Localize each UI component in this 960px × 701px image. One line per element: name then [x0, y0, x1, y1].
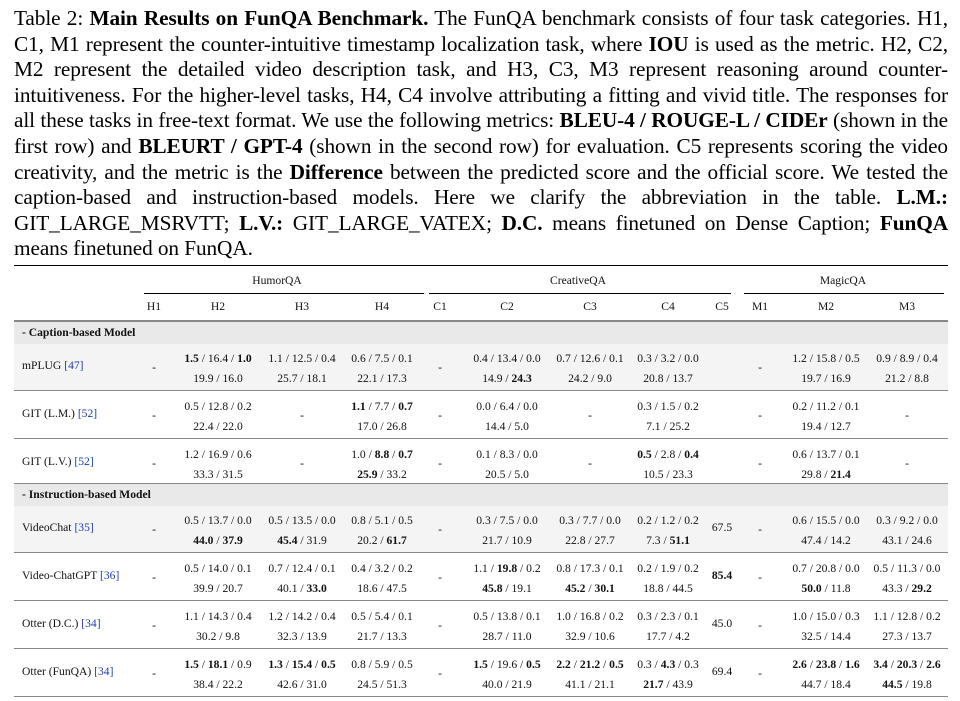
citation-link[interactable]: [52]: [74, 455, 94, 468]
row-rule: [14, 600, 948, 601]
cell-m2-row1: 1.0 / 15.0 / 0.3: [792, 610, 860, 623]
caption-bold-lv: L.V.:: [239, 210, 284, 235]
cell-c4-row1: 0.2 / 1.2 / 0.2: [637, 514, 699, 527]
cell-c3: -: [588, 457, 592, 470]
model-name: [22, 617, 101, 630]
cell-c4-row1: 0.3 / 4.3 / 0.3: [637, 658, 699, 671]
table-row: [14, 554, 948, 600]
citation-link[interactable]: [34]: [94, 665, 114, 678]
table-row: [14, 506, 948, 552]
cell-h3-row2: 45.4 / 31.9: [277, 534, 327, 547]
cell-c3-row2: 41.1 / 21.1: [565, 678, 615, 691]
caption-label: Table 2:: [14, 6, 84, 30]
cell-c4-row2: 7.3 / 51.1: [646, 534, 690, 547]
cell-h4-row1: 0.5 / 5.4 / 0.1: [351, 610, 413, 623]
column-header-h3: H3: [294, 300, 310, 313]
cell-h2-row1: 0.5 / 13.7 / 0.0: [184, 514, 252, 527]
cell-h2-row1: 1.2 / 16.9 / 0.6: [184, 448, 252, 461]
caption-text: The FunQA benchmark consists of four task categories. H1, C1, M1 represent the counter-intuitive timestamp localization task, where: [14, 6, 948, 56]
cell-c5: 45.0: [711, 617, 733, 630]
group-rule-magicqa: [744, 293, 944, 294]
cell-c2-row1: 0.1 / 8.3 / 0.0: [476, 448, 538, 461]
model-name: [22, 455, 94, 468]
cell-h3-row1: 1.3 / 15.4 / 0.5: [268, 658, 336, 671]
model-label: Otter (FunQA): [22, 665, 95, 678]
cell-c2-row2: 40.0 / 21.9: [482, 678, 532, 691]
cell-h2-row1: 1.1 / 14.3 / 0.4: [184, 610, 252, 623]
cell-m3-row2: 43.3 / 29.2: [882, 582, 932, 595]
cell-c2-row1: 1.1 / 19.8 / 0.2: [473, 562, 541, 575]
cell-c3-row2: 32.9 / 10.6: [565, 630, 615, 643]
column-header-m1: M1: [751, 300, 769, 313]
cell-c4-row1: 0.3 / 2.3 / 0.1: [637, 610, 699, 623]
cell-h2-row2: 19.9 / 16.0: [193, 372, 243, 385]
cell-m1: -: [758, 457, 762, 470]
cell-c2-row2: 45.8 / 19.1: [482, 582, 532, 595]
cell-c2-row1: 0.4 / 13.4 / 0.0: [473, 352, 541, 365]
cell-c1: -: [438, 571, 442, 584]
cell-m2-row1: 2.6 / 23.8 / 1.6: [792, 658, 860, 671]
cell-h1: -: [152, 409, 156, 422]
caption-bold-dc: D.C.: [501, 210, 543, 235]
cell-h4-row1: 1.0 / 8.8 / 0.7: [351, 448, 413, 461]
column-header-h4: H4: [374, 300, 390, 313]
cell-m2-row2: 29.8 / 21.4: [801, 468, 851, 481]
cell-h4-row1: 1.1 / 7.7 / 0.7: [351, 400, 413, 413]
model-name: [22, 407, 97, 420]
model-name: [22, 665, 113, 678]
cell-h3: -: [300, 457, 304, 470]
table-row: [14, 440, 948, 486]
caption-text: (shown in the second row) for evaluation. C5 represents scoring the video creativity, and the metric is the: [14, 133, 948, 184]
cell-m1: -: [758, 523, 762, 536]
cell-m3-row2: 43.1 / 24.6: [882, 534, 932, 547]
citation-link[interactable]: [36]: [100, 569, 120, 582]
model-label: mPLUG: [22, 359, 65, 372]
cell-m3-row1: 0.5 / 11.3 / 0.0: [873, 562, 941, 575]
cell-m2-row2: 47.4 / 14.2: [801, 534, 851, 547]
caption-text: means finetuned on FunQA.: [14, 236, 253, 261]
column-header-c1: C1: [433, 300, 447, 313]
cell-c1: -: [438, 361, 442, 374]
cell-h3-row2: 25.7 / 18.1: [277, 372, 327, 385]
table-row: [14, 650, 948, 696]
caption-text: (shown in the first row) and: [14, 108, 949, 158]
cell-c2-row1: 1.5 / 19.6 / 0.5: [473, 658, 541, 671]
caption-title: Main Results on FunQA Benchmark.: [89, 6, 429, 30]
cell-m3-row1: 1.1 / 12.8 / 0.2: [873, 610, 941, 623]
cell-h1: -: [152, 457, 156, 470]
cell-m3: -: [905, 457, 909, 470]
cell-h2-row1: 0.5 / 12.8 / 0.2: [184, 400, 252, 413]
cell-c2-row1: 0.0 / 6.4 / 0.0: [476, 400, 538, 413]
cell-c5: 67.5: [711, 521, 733, 534]
cell-h3: -: [300, 409, 304, 422]
section-rule: [14, 483, 948, 484]
cell-m3: -: [905, 409, 909, 422]
row-rule: [14, 552, 948, 553]
caption-bold-metrics2: BLEURT / GPT-4: [138, 133, 303, 158]
cell-c4-row2: 18.8 / 44.5: [643, 582, 693, 595]
group-header-humorqa: HumorQA: [252, 274, 302, 287]
caption-text: between the predicted score and the official score. We tested the caption-based and instruction-based models. Here we clarify the abbreviation in the table.: [14, 159, 948, 210]
row-rule: [14, 390, 948, 391]
cell-c1: -: [438, 457, 442, 470]
column-header-h2: H2: [210, 300, 226, 313]
section-header: - Caption-based Model: [14, 321, 948, 344]
cell-c2-row2: 28.7 / 11.0: [482, 630, 532, 643]
section-header: - Instruction-based Model: [14, 483, 948, 506]
cell-c4-row2: 7.1 / 25.2: [646, 420, 690, 433]
column-header-c5: C5: [715, 300, 729, 313]
cell-c3-row1: 0.7 / 12.6 / 0.1: [556, 352, 624, 365]
cell-m2-row1: 0.6 / 13.7 / 0.1: [792, 448, 860, 461]
table-row: [14, 392, 948, 438]
model-name: [22, 569, 119, 582]
cell-c3: -: [588, 409, 592, 422]
cell-m1: -: [758, 619, 762, 632]
cell-h2-row1: 1.5 / 16.4 / 1.0: [184, 352, 252, 365]
caption-bold-metrics1: BLEU-4 / ROUGE-L / CIDEr: [559, 108, 828, 133]
row-rule: [14, 648, 948, 649]
cell-m1: -: [758, 361, 762, 374]
cell-c2-row1: 0.5 / 13.8 / 0.1: [473, 610, 541, 623]
cell-c3-row2: 45.2 / 30.1: [565, 582, 615, 595]
cell-c1: -: [438, 523, 442, 536]
table-caption: [14, 6, 948, 262]
cell-h1: -: [152, 571, 156, 584]
cell-c4-row1: 0.5 / 2.8 / 0.4: [637, 448, 699, 461]
cell-m3-row1: 0.3 / 9.2 / 0.0: [876, 514, 938, 527]
cell-m3-row2: 27.3 / 13.7: [882, 630, 932, 643]
cell-c5: 69.4: [711, 665, 733, 678]
cell-c3-row2: 22.8 / 27.7: [565, 534, 615, 547]
citation-link[interactable]: [52]: [77, 407, 98, 420]
caption-bold-difference: Difference: [289, 159, 383, 184]
cell-h1: -: [152, 619, 156, 632]
cell-m1: -: [758, 571, 762, 584]
cell-h3-row2: 42.6 / 31.0: [277, 678, 327, 691]
cell-c3-row2: 24.2 / 9.0: [568, 372, 612, 385]
cell-h3-row1: 1.1 / 12.5 / 0.4: [268, 352, 336, 365]
cell-h3-row1: 0.5 / 13.5 / 0.0: [268, 514, 336, 527]
cell-m3-row2: 44.5 / 19.8: [882, 678, 932, 691]
table-row: [14, 602, 948, 648]
cell-h1: -: [152, 361, 156, 374]
column-header-c2: C2: [500, 300, 514, 313]
cell-c2-row2: 21.7 / 10.9: [482, 534, 532, 547]
caption-text: means finetuned on Dense Caption;: [552, 210, 871, 235]
cell-h2-row2: 30.2 / 9.8: [196, 630, 240, 643]
cell-c4-row2: 17.7 / 4.2: [646, 630, 690, 643]
cell-m2-row1: 0.6 / 15.5 / 0.0: [792, 514, 860, 527]
cell-h4-row1: 0.8 / 5.9 / 0.5: [351, 658, 413, 671]
cell-c1: -: [438, 409, 442, 422]
cell-m1: -: [758, 667, 762, 680]
citation-link[interactable]: [34]: [81, 617, 101, 630]
column-header-c4: C4: [661, 300, 675, 313]
cell-h4-row2: 21.7 / 13.3: [357, 630, 407, 643]
cell-c4-row1: 0.3 / 3.2 / 0.0: [637, 352, 699, 365]
cell-c1: -: [438, 619, 442, 632]
cell-h3-row2: 40.1 / 33.0: [277, 582, 327, 595]
cell-h1: -: [152, 667, 156, 680]
cell-m2-row2: 32.5 / 14.4: [801, 630, 851, 643]
cell-c2-row2: 14.4 / 5.0: [485, 420, 529, 433]
group-rule-creativeqa: [429, 293, 731, 294]
citation-link[interactable]: [47]: [64, 359, 84, 372]
cell-m2-row1: 1.2 / 15.8 / 0.5: [792, 352, 860, 365]
citation-link[interactable]: [35]: [74, 521, 94, 534]
cell-h4-row2: 24.5 / 51.3: [357, 678, 407, 691]
cell-h4-row2: 17.0 / 26.8: [357, 420, 407, 433]
cell-h2-row2: 38.4 / 22.2: [193, 678, 243, 691]
model-label: VideoChat: [22, 521, 75, 534]
cell-h3-row2: 32.3 / 13.9: [277, 630, 327, 643]
column-header-c3: C3: [583, 300, 597, 313]
cell-c5: 85.4: [711, 569, 733, 582]
cell-m3-row1: 0.9 / 8.9 / 0.4: [876, 352, 938, 365]
group-rule-humorqa: [144, 293, 424, 294]
cell-c4-row2: 21.7 / 43.9: [643, 678, 693, 691]
cell-h2-row2: 44.0 / 37.9: [193, 534, 243, 547]
cell-h4-row2: 18.6 / 47.5: [357, 582, 407, 595]
cell-c2-row1: 0.3 / 7.5 / 0.0: [476, 514, 538, 527]
cell-h4-row2: 20.2 / 61.7: [357, 534, 407, 547]
cell-c3-row1: 0.8 / 17.3 / 0.1: [556, 562, 624, 575]
caption-bold-iou: IOU: [648, 31, 689, 56]
model-label: Video-ChatGPT: [22, 569, 100, 582]
section-rule: [14, 321, 948, 322]
cell-m3-row2: 21.2 / 8.8: [885, 372, 929, 385]
cell-h1: -: [152, 523, 156, 536]
caption-text: GIT_LARGE_VATEX;: [292, 210, 492, 235]
cell-h4-row2: 25.9 / 33.2: [357, 468, 407, 481]
cell-c3-row1: 0.3 / 7.7 / 0.0: [559, 514, 621, 527]
caption-text: is used as the metric. H2, C2, M2 represent the detailed video description task, and H3, C3, M3 represent reasoning around counter-intuitiveness. For the higher-level tasks, H4, C4 involve attributing a fitting and vivid title. The responses for all these tasks in free-text format. We use the following metrics:: [14, 31, 948, 133]
row-rule: [14, 438, 948, 439]
cell-m3-row1: 3.4 / 20.3 / 2.6: [873, 658, 941, 671]
column-header-h1: H1: [146, 300, 162, 313]
caption-bold-lm: L.M.:: [896, 185, 948, 210]
cell-c2-row2: 20.5 / 5.0: [485, 468, 529, 481]
table-row: [14, 344, 948, 390]
model-name: [22, 359, 84, 372]
cell-h3-row1: 0.7 / 12.4 / 0.1: [268, 562, 336, 575]
cell-m2-row1: 0.7 / 20.8 / 0.0: [792, 562, 860, 575]
cell-m2-row2: 44.7 / 18.4: [801, 678, 851, 691]
cell-m2-row1: 0.2 / 11.2 / 0.1: [792, 400, 860, 413]
cell-h2-row1: 1.5 / 18.1 / 0.9: [184, 658, 252, 671]
caption-text: GIT_LARGE_MSRVTT;: [14, 210, 230, 235]
cell-c2-row2: 14.9 / 24.3: [482, 372, 532, 385]
cell-h2-row2: 39.9 / 20.7: [193, 582, 243, 595]
cell-h4-row1: 0.6 / 7.5 / 0.1: [351, 352, 413, 365]
column-header-m3: M3: [898, 300, 916, 313]
cell-h2-row1: 0.5 / 14.0 / 0.1: [184, 562, 252, 575]
cell-h3-row1: 1.2 / 14.2 / 0.4: [268, 610, 336, 623]
cell-c4-row1: 0.2 / 1.9 / 0.2: [637, 562, 699, 575]
cell-h4-row1: 0.8 / 5.1 / 0.5: [351, 514, 413, 527]
cell-h2-row2: 33.3 / 31.5: [193, 468, 243, 481]
model-label: GIT (L.M.): [22, 407, 78, 420]
model-label: GIT (L.V.): [22, 455, 75, 468]
column-header-m2: M2: [817, 300, 835, 313]
cell-m2-row2: 19.7 / 16.9: [801, 372, 851, 385]
cell-c4-row2: 10.5 / 23.3: [643, 468, 693, 481]
row-rule: [14, 696, 948, 697]
cell-c4-row2: 20.8 / 13.7: [643, 372, 693, 385]
cell-c4-row1: 0.3 / 1.5 / 0.2: [637, 400, 699, 413]
cell-h4-row1: 0.4 / 3.2 / 0.2: [351, 562, 413, 575]
cell-h4-row2: 22.1 / 17.3: [357, 372, 407, 385]
cell-m2-row2: 19.4 / 12.7: [801, 420, 851, 433]
cell-c3-row1: 1.0 / 16.8 / 0.2: [556, 610, 624, 623]
cell-c3-row1: 2.2 / 21.2 / 0.5: [556, 658, 624, 671]
model-name: [22, 521, 94, 534]
group-header-magicqa: MagicQA: [819, 274, 867, 287]
caption-bold-funqa: FunQA: [879, 210, 948, 235]
top-rule: [14, 265, 948, 266]
group-header-creativeqa: CreativeQA: [549, 274, 607, 287]
model-label: Otter (D.C.): [22, 617, 82, 630]
cell-h2-row2: 22.4 / 22.0: [193, 420, 243, 433]
cell-c1: -: [438, 667, 442, 680]
cell-m1: -: [758, 409, 762, 422]
cell-m2-row2: 50.0 / 11.8: [801, 582, 851, 595]
